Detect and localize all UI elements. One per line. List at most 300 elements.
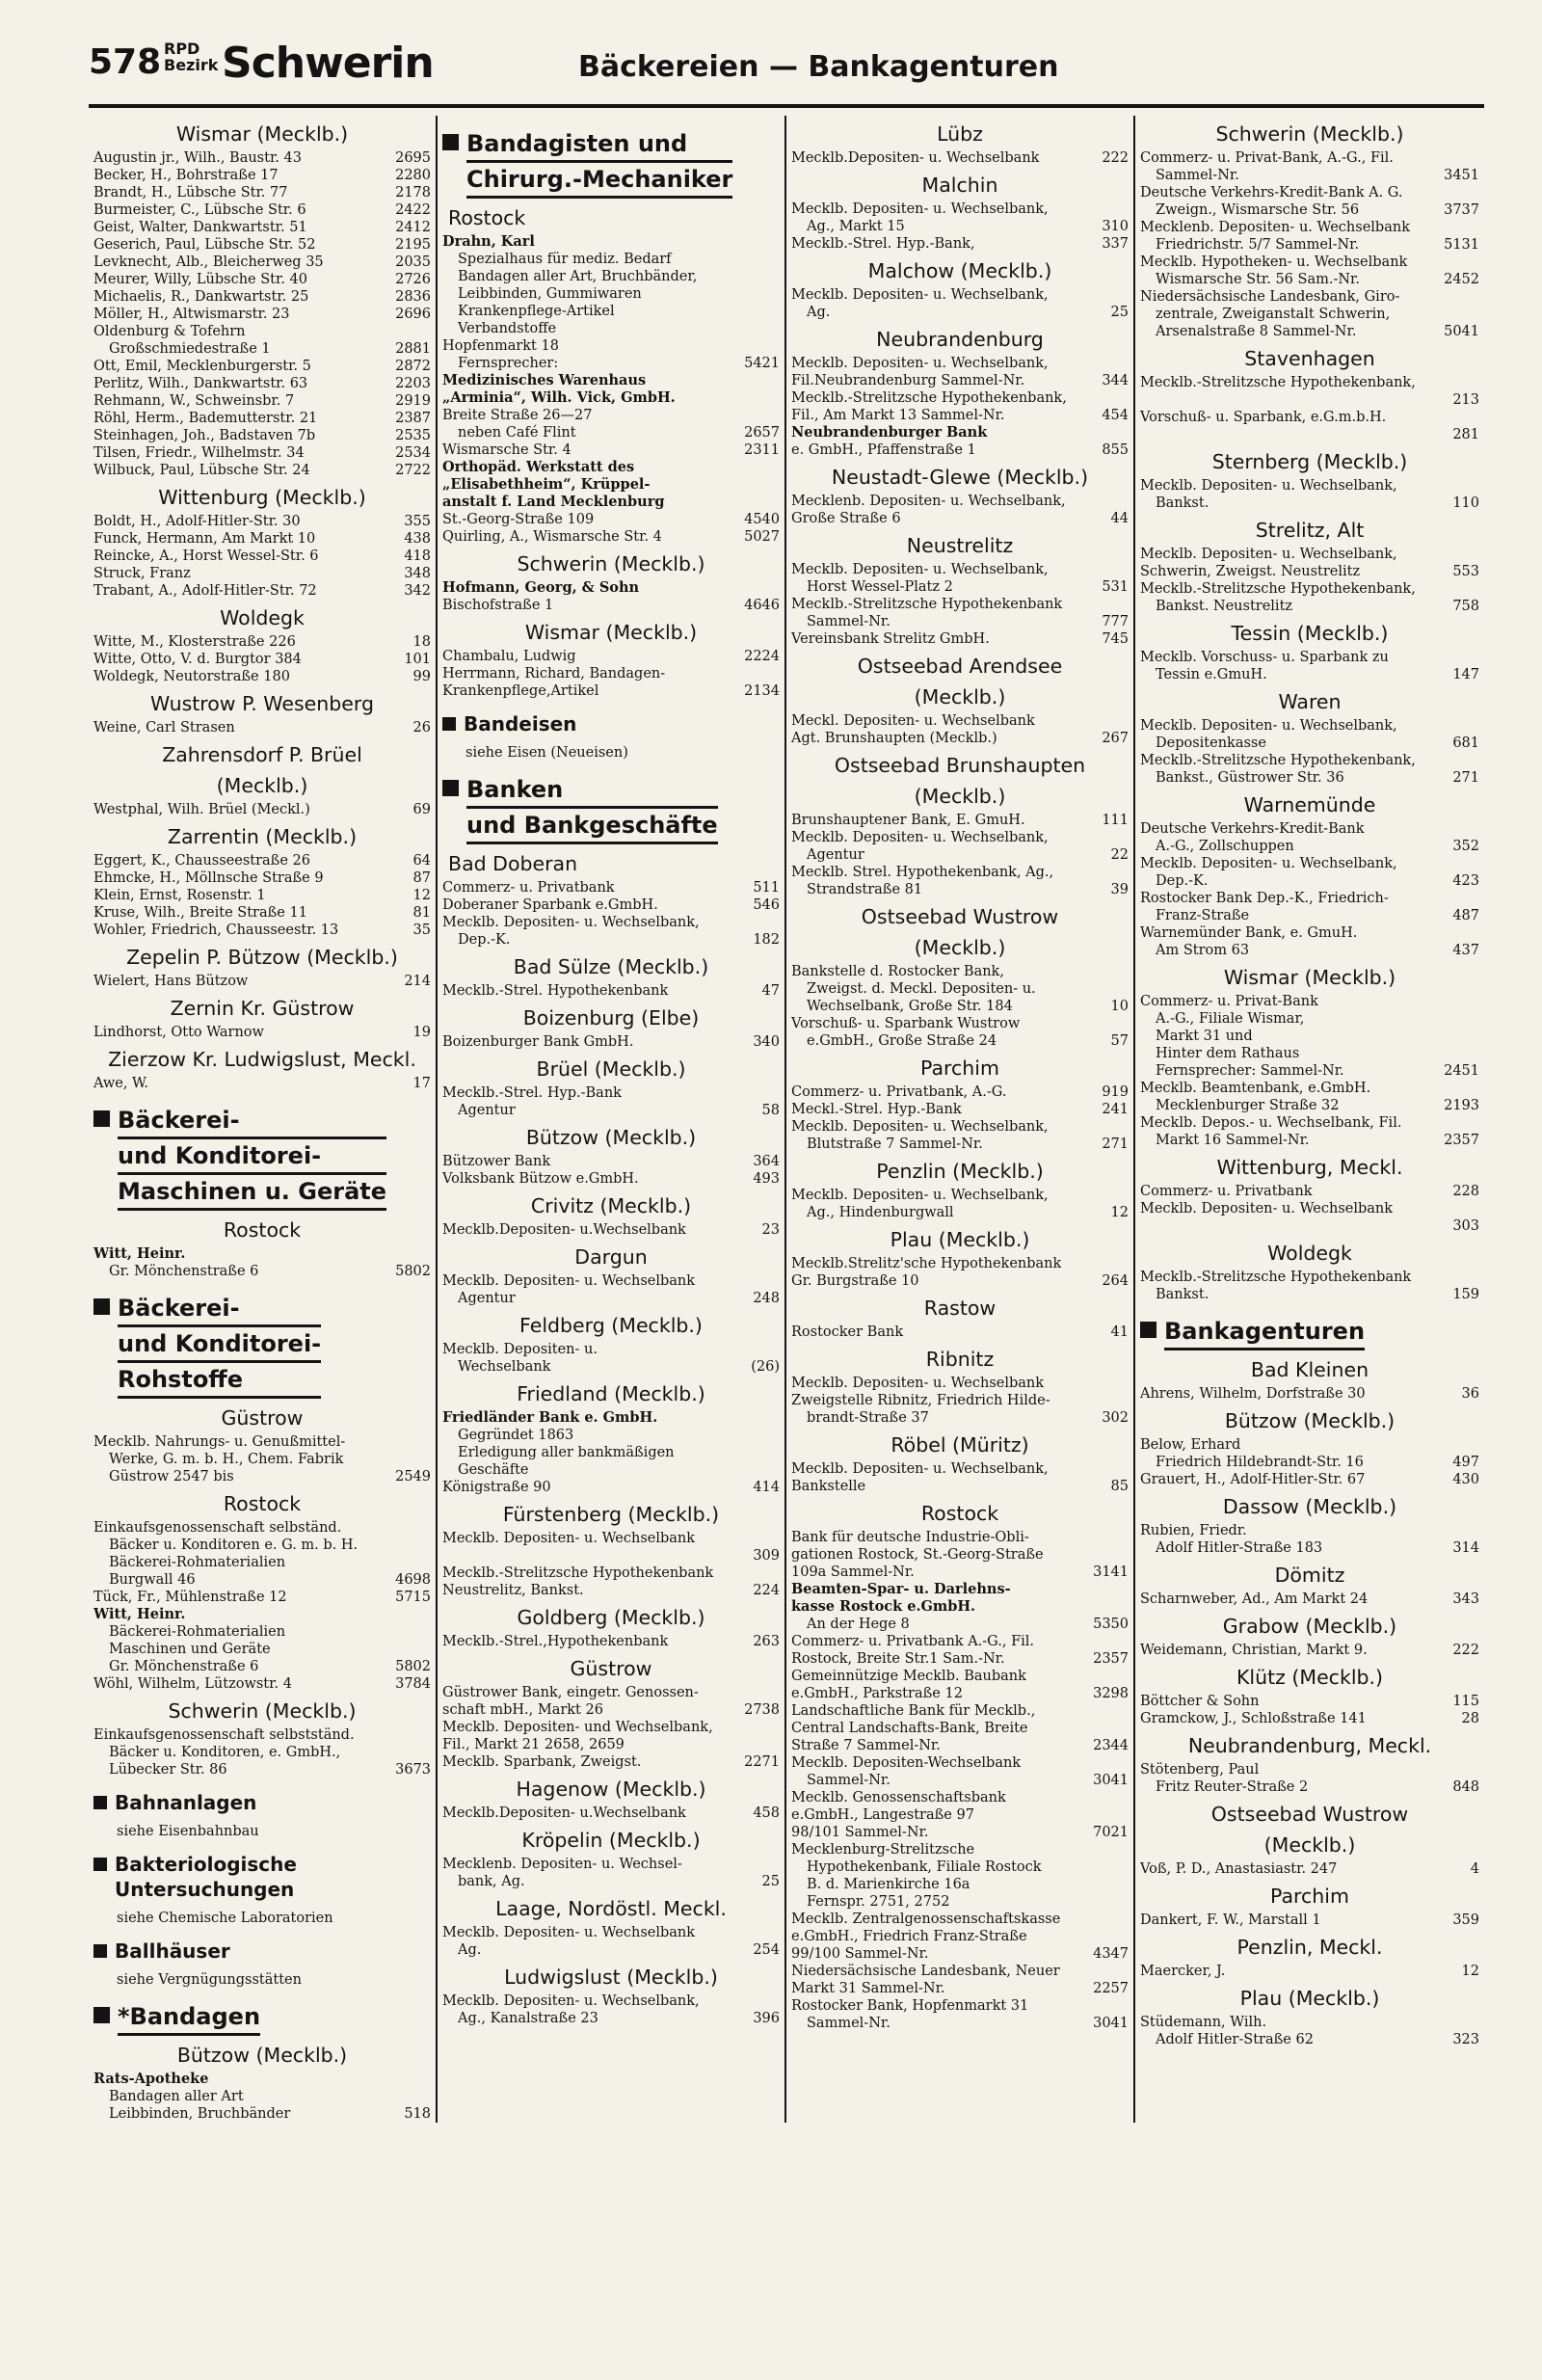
entry-name: Weidemann, Christian, Markt 9. (1140, 1643, 1368, 1658)
place-heading: Zernin Kr. Güstrow (170, 997, 355, 1020)
listing-entry (1140, 391, 1479, 409)
entry-name: Wielert, Hans Bützow (93, 974, 249, 989)
phone-number: 35 (412, 923, 431, 938)
listing-entry (791, 1529, 1129, 1546)
listing-entry (791, 1893, 1129, 1911)
place-heading: Klütz (Mecklb.) (1236, 1666, 1384, 1689)
listing-entry (442, 1924, 780, 1941)
place-heading: Bad Sülze (Mecklb.) (513, 955, 709, 978)
phone-number: 25 (761, 1874, 780, 1889)
phone-number: 111 (1102, 813, 1129, 828)
phone-number: 2451 (1444, 1063, 1479, 1079)
listing-entry (1140, 149, 1479, 167)
listing-entry (93, 2088, 431, 2105)
entry-name: Arsenalstraße 8 Sammel-Nr. (1156, 324, 1357, 339)
entry-name: Gr. Burgstraße 10 (791, 1273, 919, 1289)
entry-name: Bankst. (1156, 495, 1210, 511)
entry-name: Ahrens, Wilhelm, Dorfstraße 30 (1140, 1386, 1366, 1402)
entry-name: Chambalu, Ludwig (442, 649, 576, 664)
listing-entry (791, 561, 1129, 578)
listing-entry (791, 1824, 1129, 1841)
listing-entry (791, 1255, 1129, 1272)
place-heading: Penzlin (Mecklb.) (876, 1160, 1044, 1183)
listing-entry (791, 1598, 1129, 1616)
place-heading: Wustrow P. Wesenberg (150, 692, 374, 715)
entry-name: Bankst., Güstrower Str. 36 (1156, 770, 1344, 786)
listing-entry (791, 1997, 1129, 2015)
entry-name: A.-G., Zollschuppen (1156, 839, 1294, 854)
category-heading (93, 2000, 431, 2036)
entry-name: Mecklenburg-Strelitzsche (791, 1842, 975, 1858)
entry-name: Bäcker u. Konditoren, e. GmbH., (109, 1745, 341, 1760)
listing-entry (791, 1911, 1129, 1928)
listing-entry (791, 1720, 1129, 1737)
entry-name: Mecklb.-Strelitzsche Hypothekenbank (1140, 1270, 1412, 1285)
phone-number: 281 (1452, 427, 1479, 442)
columns (89, 116, 1484, 2123)
place-heading: Malchin (921, 174, 998, 197)
place-heading: Plau (Mecklb.) (1239, 1987, 1380, 2010)
phone-number: 396 (753, 2011, 780, 2026)
place-heading: Neustrelitz (906, 534, 1014, 557)
phone-number: 222 (1102, 150, 1129, 166)
listing-entry (791, 812, 1129, 829)
place-heading: Wismar (Mecklb.) (524, 621, 698, 644)
phone-number: 115 (1452, 1694, 1479, 1709)
listing-entry (442, 459, 780, 476)
entry-name: Mecklb. Depositen- u. Wechselbank, (791, 1461, 1049, 1477)
entry-name: Gemeinnützige Mecklb. Baubank (791, 1669, 1026, 1684)
phone-number: 2738 (744, 1702, 780, 1718)
entry-name: Rostocker Bank, Hopfenmarkt 31 (791, 1998, 1029, 2014)
listing-entry (1140, 1114, 1479, 1132)
see-also-note: siehe Chemische Laboratorien (117, 1911, 333, 1926)
listing-entry (93, 513, 431, 530)
listing-entry (93, 1075, 431, 1092)
entry-name: Commerz- u. Privatbank A.-G., Fil. (791, 1634, 1035, 1649)
sub-category-heading (93, 1790, 431, 1815)
place-heading: Grabow (Mecklb.) (1222, 1615, 1397, 1638)
listing-entry (791, 1478, 1129, 1495)
listing-entry (791, 730, 1129, 747)
entry-name: Einkaufsgenossenschaft selbständ. (93, 1520, 342, 1536)
category-title-line: *Bandagen (118, 2000, 260, 2036)
phone-number: 12 (1461, 1964, 1479, 1979)
listing-entry (791, 424, 1129, 441)
listing-entry (1140, 1778, 1479, 1796)
listing-entry (442, 251, 780, 268)
entry-name: Hopfenmarkt 18 (442, 338, 559, 354)
listing-entry (442, 476, 780, 494)
listing-entry (442, 1221, 780, 1239)
place-heading: Ludwigslust (Mecklb.) (504, 1966, 718, 1989)
place-heading: Bad Kleinen (1250, 1358, 1369, 1381)
entry-name: Großschmiedestraße 1 (109, 341, 271, 357)
entry-name: Krankenpflege-Artikel (458, 304, 615, 319)
category-title-line: Bandeisen (464, 712, 577, 735)
place-heading: Rostock (920, 1502, 999, 1525)
phone-number: 302 (1102, 1410, 1129, 1426)
entry-name: Mecklb. Depositen- u. Wechselbank (442, 1531, 696, 1546)
listing-entry (791, 881, 1129, 898)
phone-number: 81 (412, 905, 431, 921)
entry-name: Augustin jr., Wilh., Baustr. 43 (93, 150, 302, 166)
place-heading: Boizenburg (Elbe) (522, 1006, 700, 1030)
listing-entry (1140, 184, 1479, 201)
place-heading: Malchow (Mecklb.) (867, 259, 1052, 282)
entry-name: Rubien, Friedr. (1140, 1523, 1247, 1538)
phone-number: 110 (1452, 495, 1479, 511)
phone-number: 546 (753, 897, 780, 913)
place-heading: Bützow (Mecklb.) (1224, 1409, 1396, 1432)
entry-name: Mecklb.-Strel. Hyp.-Bank, (791, 236, 975, 252)
entry-name: Agentur (458, 1291, 516, 1306)
phone-number: 5802 (395, 1264, 431, 1279)
entry-name: Commerz- u. Privatbank, A.-G. (791, 1084, 1007, 1100)
listing-entry (93, 668, 431, 685)
listing-entry (93, 633, 431, 651)
listing-entry (791, 1375, 1129, 1392)
entry-name: Bäckerei-Rohmaterialien (109, 1624, 286, 1640)
phone-number: 340 (753, 1034, 780, 1050)
entry-name: Adolf Hitler-Straße 62 (1156, 2032, 1314, 2047)
place-heading: Röbel (Müritz) (891, 1433, 1029, 1457)
entry-name: Commerz- u. Privat-Bank, A.-G., Fil. (1140, 150, 1394, 166)
phone-number: 87 (412, 870, 431, 886)
entry-name: Mecklb.-Strelitzsche Hypothekenbank, (1140, 753, 1416, 768)
column-2 (438, 116, 786, 2123)
listing-entry (1140, 1693, 1479, 1710)
listing-entry (1140, 1097, 1479, 1114)
entry-name: Geist, Walter, Dankwartstr. 51 (93, 220, 307, 235)
phone-number: 2919 (395, 393, 431, 409)
phone-number: 848 (1452, 1779, 1479, 1795)
listing-entry (791, 2015, 1129, 2032)
entry-name: Rostocker Bank (791, 1324, 904, 1340)
listing-entry (442, 1719, 780, 1736)
entry-name: Mecklb. Depositen- u. Wechselbank, (791, 830, 1049, 845)
entry-name: Zweigst. d. Meckl. Depositen- u. (807, 981, 1036, 997)
place-heading: Woldegk (220, 606, 305, 629)
phone-number: 497 (1452, 1455, 1479, 1470)
listing-entry (442, 1427, 780, 1444)
entry-name: Markt 16 Sammel-Nr. (1156, 1133, 1310, 1148)
entry-name: Niedersächsische Landesbank, Giro- (1140, 289, 1400, 305)
sub-category-heading (93, 1939, 431, 1964)
place-heading: Dassow (Mecklb.) (1222, 1495, 1397, 1518)
phone-number: 264 (1102, 1273, 1129, 1289)
listing-entry (93, 582, 431, 600)
category-title-line: Chirurg.-Mechaniker (466, 163, 732, 199)
phone-number: 518 (404, 2106, 431, 2122)
entry-name: „Arminia“, Wilh. Vick, GmbH. (442, 389, 676, 406)
phone-number: 310 (1102, 219, 1129, 234)
phone-number: 359 (1452, 1912, 1479, 1928)
entry-name: Zweigstelle Ribnitz, Friedrich Hilde- (791, 1393, 1050, 1408)
listing-entry (442, 355, 780, 372)
entry-name: Mecklb. Depositen-Wechselbank (791, 1755, 1022, 1771)
phone-number: 36 (1461, 1386, 1479, 1402)
listing-entry (93, 719, 431, 736)
listing-entry (1140, 2031, 1479, 2048)
place-heading: Ostseebad Arendsee (857, 655, 1063, 678)
entry-name: Krankenpflege,Artikel (442, 683, 599, 699)
square-bullet-icon (442, 717, 456, 731)
phone-number: 5421 (744, 356, 780, 371)
entry-name: Horst Wessel-Platz 2 (807, 579, 953, 595)
entry-name: Leibbinden, Bruchbänder (109, 2106, 291, 2122)
phone-number: 3141 (1093, 1564, 1129, 1580)
listing-entry (1140, 993, 1479, 1010)
entry-name: Westphal, Wilh. Brüel (Meckl.) (93, 802, 310, 817)
place-heading: Sternberg (Mecklb.) (1211, 450, 1408, 473)
place-heading: Neubrandenburg, Meckl. (1187, 1734, 1432, 1757)
listing-entry (93, 1744, 431, 1761)
listing-entry (93, 236, 431, 254)
entry-name: Fil., Am Markt 13 Sammel-Nr. (791, 408, 1005, 423)
see-also-note: siehe Vergnügungsstätten (117, 1972, 302, 1988)
phone-number: 248 (753, 1291, 780, 1306)
place-heading: Fürstenberg (Mecklb.) (502, 1503, 720, 1526)
category-title (115, 1852, 297, 1902)
listing-entry (442, 407, 780, 424)
place-heading: Penzlin, Meckl. (1236, 1936, 1383, 1959)
entry-name: Friedrich Hildebrandt-Str. 16 (1156, 1455, 1364, 1470)
entry-name: bank, Ag. (458, 1874, 525, 1889)
entry-name: Mecklb. Beamtenbank, e.GmbH. (1140, 1081, 1371, 1096)
listing-entry (791, 712, 1129, 730)
listing-entry (93, 1433, 431, 1451)
listing-entry (93, 904, 431, 922)
entry-name: Mecklenb. Depositen- u. Wechselbank, (791, 494, 1066, 509)
entry-name: Werke, G. m. b. H., Chem. Fabrik (109, 1452, 344, 1467)
entry-name: Mecklb.Depositen- u. Wechselbank (791, 150, 1040, 166)
listing-entry (93, 1451, 431, 1468)
entry-name: Geschäfte (458, 1462, 529, 1478)
place-heading: (Mecklb.) (914, 785, 1006, 808)
entry-name: Witte, Otto, V. d. Burgtor 384 (93, 652, 302, 667)
listing-entry (442, 1873, 780, 1890)
phone-number: 2134 (744, 683, 780, 699)
listing-entry (442, 1461, 780, 1479)
entry-name: Mecklenburger Straße 32 (1156, 1098, 1340, 1113)
listing-entry (791, 304, 1129, 321)
listing-entry (442, 1736, 780, 1753)
listing-entry (442, 303, 780, 320)
entry-name: Markt 31 Sammel-Nr. (791, 1981, 945, 1996)
phone-number: 101 (404, 652, 431, 667)
listing-entry (93, 184, 431, 201)
listing-entry (791, 1702, 1129, 1720)
phone-number: 57 (1110, 1033, 1129, 1049)
entry-name: Levknecht, Alb., Bleicherweg 35 (93, 254, 324, 270)
listing-entry (93, 1537, 431, 1554)
entry-name: Mecklb. Depositen- u. Wechselbank (442, 1273, 696, 1289)
listing-entry (442, 528, 780, 546)
entry-name: Fernspr. 2751, 2752 (807, 1894, 950, 1910)
listing-entry (791, 286, 1129, 304)
phone-number: 22 (1110, 847, 1129, 863)
entry-name: Maschinen und Geräte (109, 1642, 271, 1657)
phone-number: 12 (1110, 1205, 1129, 1220)
listing-entry (1140, 563, 1479, 580)
listing-entry (442, 648, 780, 665)
entry-name: Burmeister, C., Lübsche Str. 6 (93, 202, 306, 218)
place-heading: Neustadt-Glewe (Mecklb.) (831, 466, 1089, 489)
listing-entry (93, 149, 431, 167)
listing-entry (791, 1876, 1129, 1893)
entry-name: Mecklb. Depositen- u. (442, 1342, 598, 1357)
square-bullet-icon (442, 134, 459, 150)
entry-name: Lindhorst, Otto Warnow (93, 1025, 264, 1040)
entry-name: Gr. Mönchenstraße 6 (109, 1264, 259, 1279)
listing-entry (1140, 1963, 1479, 1980)
entry-name: Wismarsche Str. 4 (442, 442, 572, 458)
listing-entry (93, 1623, 431, 1641)
entry-name: Commerz- u. Privat-Bank (1140, 994, 1318, 1009)
listing-entry (1140, 306, 1479, 323)
place-heading: Feldberg (Mecklb.) (519, 1314, 703, 1337)
listing-entry (1140, 1062, 1479, 1080)
entry-name: Dankert, F. W., Marstall 1 (1140, 1912, 1321, 1928)
listing-entry (442, 2010, 780, 2027)
entry-name: Funck, Hermann, Am Markt 10 (93, 531, 316, 547)
place-heading: Kröpelin (Mecklb.) (521, 1829, 701, 1852)
category-title (464, 711, 576, 736)
place-heading: Dargun (574, 1245, 648, 1269)
entry-name: Mecklb. Depositen- u. Wechselbank, (791, 287, 1049, 303)
category-title (115, 1939, 230, 1964)
entry-name: Güstrow 2547 bis (109, 1469, 234, 1484)
listing-entry (791, 1616, 1129, 1633)
listing-entry (1140, 1028, 1479, 1045)
entry-name: Herrmann, Richard, Bandagen- (442, 666, 666, 682)
phone-number: 5131 (1444, 237, 1479, 253)
listing-entry (93, 271, 431, 288)
listing-entry (1140, 1217, 1479, 1235)
phone-number: 2224 (744, 649, 780, 664)
phone-number: 58 (761, 1103, 780, 1118)
listing-entry (93, 2105, 431, 2123)
entry-name: Brandt, H., Lübsche Str. 77 (93, 185, 288, 201)
phone-number: 4 (1470, 1861, 1479, 1877)
phone-number: 5802 (395, 1659, 431, 1674)
listing-entry (442, 1582, 780, 1599)
phone-number: 855 (1102, 442, 1129, 458)
listing-entry (93, 427, 431, 444)
entry-name: Niedersächsische Landesbank, Neuer (791, 1964, 1060, 1979)
listing-entry (442, 389, 780, 407)
listing-entry (1140, 666, 1479, 683)
listing-entry (93, 922, 431, 939)
place-heading: Wismar (Mecklb.) (1223, 966, 1396, 989)
place-heading: Schwerin (Mecklb.) (517, 552, 705, 575)
listing-entry (442, 1547, 780, 1564)
entry-name: Kruse, Wilh., Breite Straße 11 (93, 905, 307, 921)
phone-number: 430 (1452, 1472, 1479, 1487)
entry-name: Witt, Heinr. (93, 1245, 186, 1262)
entry-name: Ag., Markt 15 (807, 219, 905, 234)
see-also-note: siehe Eisenbahnbau (117, 1824, 259, 1839)
listing-entry (93, 1641, 431, 1658)
entry-name: Wismarsche Str. 56 Sam.-Nr. (1156, 272, 1360, 287)
entry-name: Mecklb. Vorschuss- u. Sparbank zu (1140, 650, 1389, 665)
entry-name: Mecklenb. Depositen- u. Wechsel- (442, 1857, 682, 1872)
listing-entry (791, 1668, 1129, 1685)
place-heading: Ostseebad Brunshaupten (834, 754, 1086, 777)
listing-entry (442, 682, 780, 700)
entry-name: Dep.-K. (1156, 873, 1209, 889)
listing-entry (791, 1945, 1129, 1963)
phone-number: 3298 (1093, 1686, 1129, 1701)
entry-name: Friedländer Bank e. GmbH. (442, 1409, 658, 1426)
listing-entry (1140, 1912, 1479, 1929)
entry-name: Fil., Markt 21 2658, 2659 (442, 1737, 625, 1752)
entry-name: anstalt f. Land Mecklenburg (442, 494, 665, 510)
listing-entry (1140, 201, 1479, 219)
entry-name: Wöhl, Wilhelm, Lützowstr. 4 (93, 1676, 292, 1692)
listing-entry (791, 407, 1129, 424)
category-title-line: Ballhäuser (115, 1939, 230, 1963)
place-heading: Bützow (Mecklb.) (176, 2044, 348, 2067)
phone-number: 28 (1461, 1711, 1479, 1726)
phone-number: 64 (412, 853, 431, 869)
phone-number: 454 (1102, 408, 1129, 423)
phone-number: 2412 (395, 220, 431, 235)
listing-entry (1140, 1860, 1479, 1878)
category-heading (442, 773, 780, 844)
phone-number: 2726 (395, 272, 431, 287)
listing-entry (442, 931, 780, 949)
phone-number: 47 (761, 983, 780, 999)
entry-name: Scharnweber, Ad., Am Markt 24 (1140, 1591, 1369, 1607)
category-heading (93, 1104, 431, 1211)
phone-number: 355 (404, 514, 431, 529)
entry-name: Sammel-Nr. (807, 2016, 891, 2031)
listing-entry (442, 1290, 780, 1307)
phone-number: 364 (753, 1154, 780, 1169)
entry-name: Strandstraße 81 (807, 882, 923, 897)
listing-entry (1140, 1454, 1479, 1471)
listing-entry (93, 2071, 431, 2088)
entry-name: Einkaufsgenossenschaft selbstständ. (93, 1727, 355, 1743)
entry-name: Woldegk, Neutorstraße 180 (93, 669, 290, 684)
entry-name: Bäckerei-Rohmaterialien (109, 1555, 286, 1570)
listing-entry (791, 1204, 1129, 1221)
phone-number: 2657 (744, 425, 780, 441)
phone-number: 2695 (395, 150, 431, 166)
listing-entry (93, 1468, 431, 1485)
entry-name: Commerz- u. Privatbank (442, 880, 615, 896)
phone-number: 39 (1110, 882, 1129, 897)
entry-name: schaft mbH., Markt 26 (442, 1702, 603, 1718)
entry-name: Landschaftliche Bank für Mecklb., (791, 1703, 1036, 1719)
phone-number: 26 (412, 720, 431, 735)
listing-entry (442, 896, 780, 914)
entry-name: Mecklb.-Strelitzsche Hypothekenbank, (1140, 375, 1416, 390)
listing-entry (93, 565, 431, 582)
phone-number: 2195 (395, 237, 431, 253)
place-heading: Zarrentin (Mecklb.) (167, 825, 358, 848)
listing-entry (791, 998, 1129, 1015)
place-heading: Rostock (223, 1492, 302, 1515)
category-title-line: Rohstoffe (118, 1363, 321, 1399)
place-heading: Parchim (920, 1056, 999, 1080)
listing-entry (791, 864, 1129, 881)
square-bullet-icon (93, 1110, 110, 1127)
entry-name: Neustrelitz, Bankst. (442, 1583, 584, 1598)
listing-entry (1140, 1522, 1479, 1539)
